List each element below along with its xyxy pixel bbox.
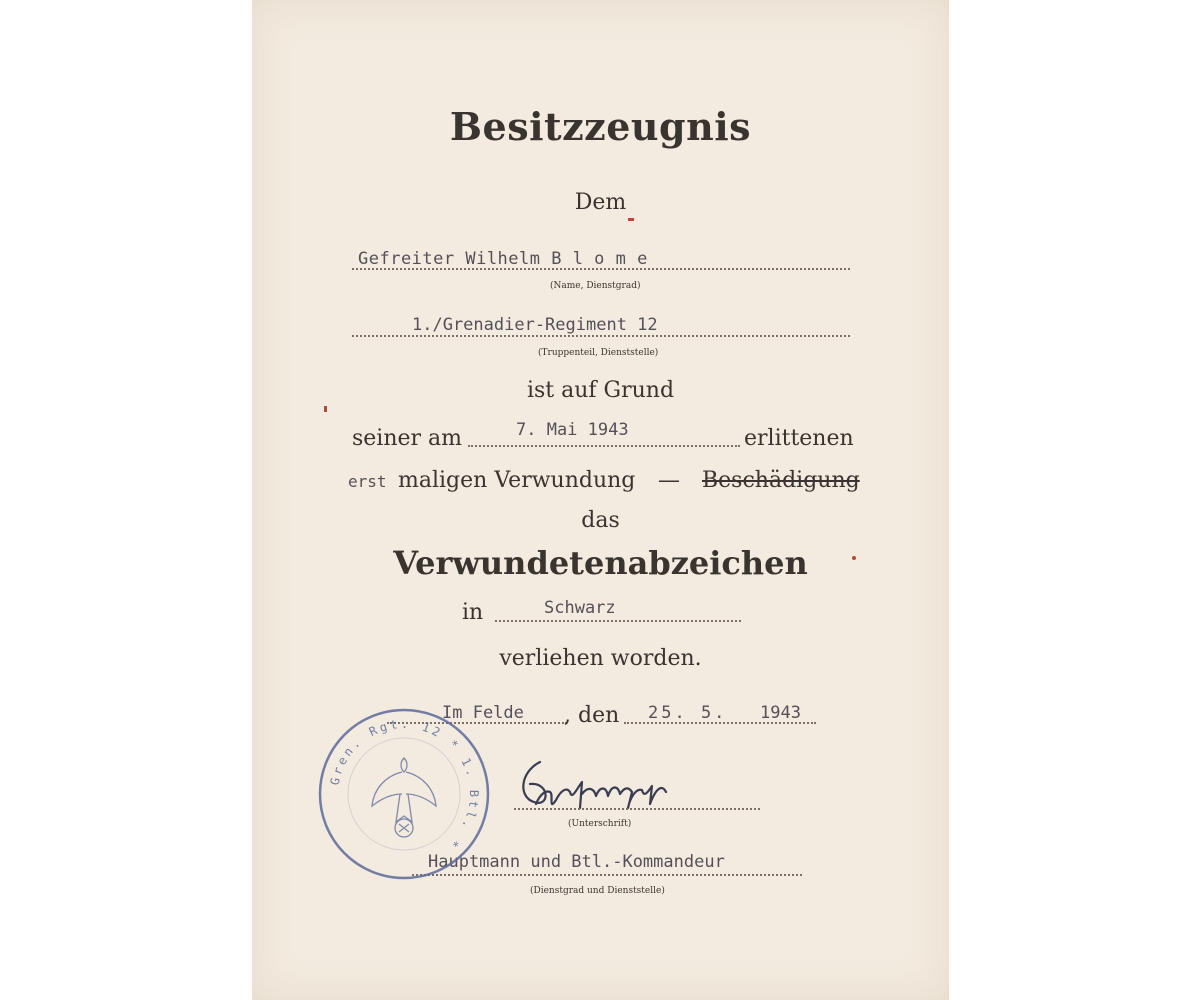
issue-day-month-value: 25. 5. xyxy=(648,703,728,723)
das-label: das xyxy=(581,508,620,533)
unit-dotted-line xyxy=(352,335,850,337)
award-name: Verwundetenabzeichen xyxy=(393,544,808,582)
unit-caption: (Truppenteil, Dienststelle) xyxy=(538,348,659,358)
den-label: , den xyxy=(564,703,620,728)
in-label: in xyxy=(462,600,484,625)
wound-date-value: 7. Mai 1943 xyxy=(516,420,629,440)
dem-label: Dem xyxy=(574,190,627,215)
stamp-text: Gren. Rgt. 12 * 1. Btl. * xyxy=(327,716,482,853)
seiner-am-label: seiner am xyxy=(352,426,463,451)
class-dotted-line xyxy=(495,620,741,622)
erlittenen-label: erlittenen xyxy=(744,426,854,451)
place-value: Im Felde xyxy=(442,703,524,723)
eagle-emblem-icon xyxy=(372,758,436,837)
rank-caption: (Dienstgrad und Dienststelle) xyxy=(530,886,665,896)
issue-year-value: 1943 xyxy=(760,703,801,723)
class-value: Schwarz xyxy=(544,598,616,618)
ink-mark xyxy=(628,218,634,221)
dash-separator: — xyxy=(658,468,680,493)
commander-signature xyxy=(510,742,680,822)
erst-value: erst xyxy=(348,472,387,491)
ink-mark xyxy=(324,406,327,412)
date-dotted-line xyxy=(468,445,740,447)
ink-mark xyxy=(852,556,856,560)
beschaedigung-struck: Beschädigung xyxy=(702,468,860,493)
maligen-verwundung-label: maligen Verwundung xyxy=(398,468,636,493)
name-value: Gefreiter Wilhelm B l o m e xyxy=(358,249,648,269)
verliehen-text: verliehen worden. xyxy=(499,646,702,671)
name-caption: (Name, Dienstgrad) xyxy=(550,281,641,291)
grund-text: ist auf Grund xyxy=(526,378,675,403)
signature-dotted-line xyxy=(514,808,760,810)
rank-value: Hauptmann und Btl.-Kommandeur xyxy=(428,852,725,872)
signature-caption: (Unterschrift) xyxy=(568,819,632,829)
document-title: Besitzzeugnis xyxy=(449,104,752,149)
unit-value: 1./Grenadier-Regiment 12 xyxy=(412,315,658,335)
svg-text:Gren. Rgt. 12 * 1. Btl. * xyxy=(328,717,482,852)
unit-stamp xyxy=(316,706,492,882)
